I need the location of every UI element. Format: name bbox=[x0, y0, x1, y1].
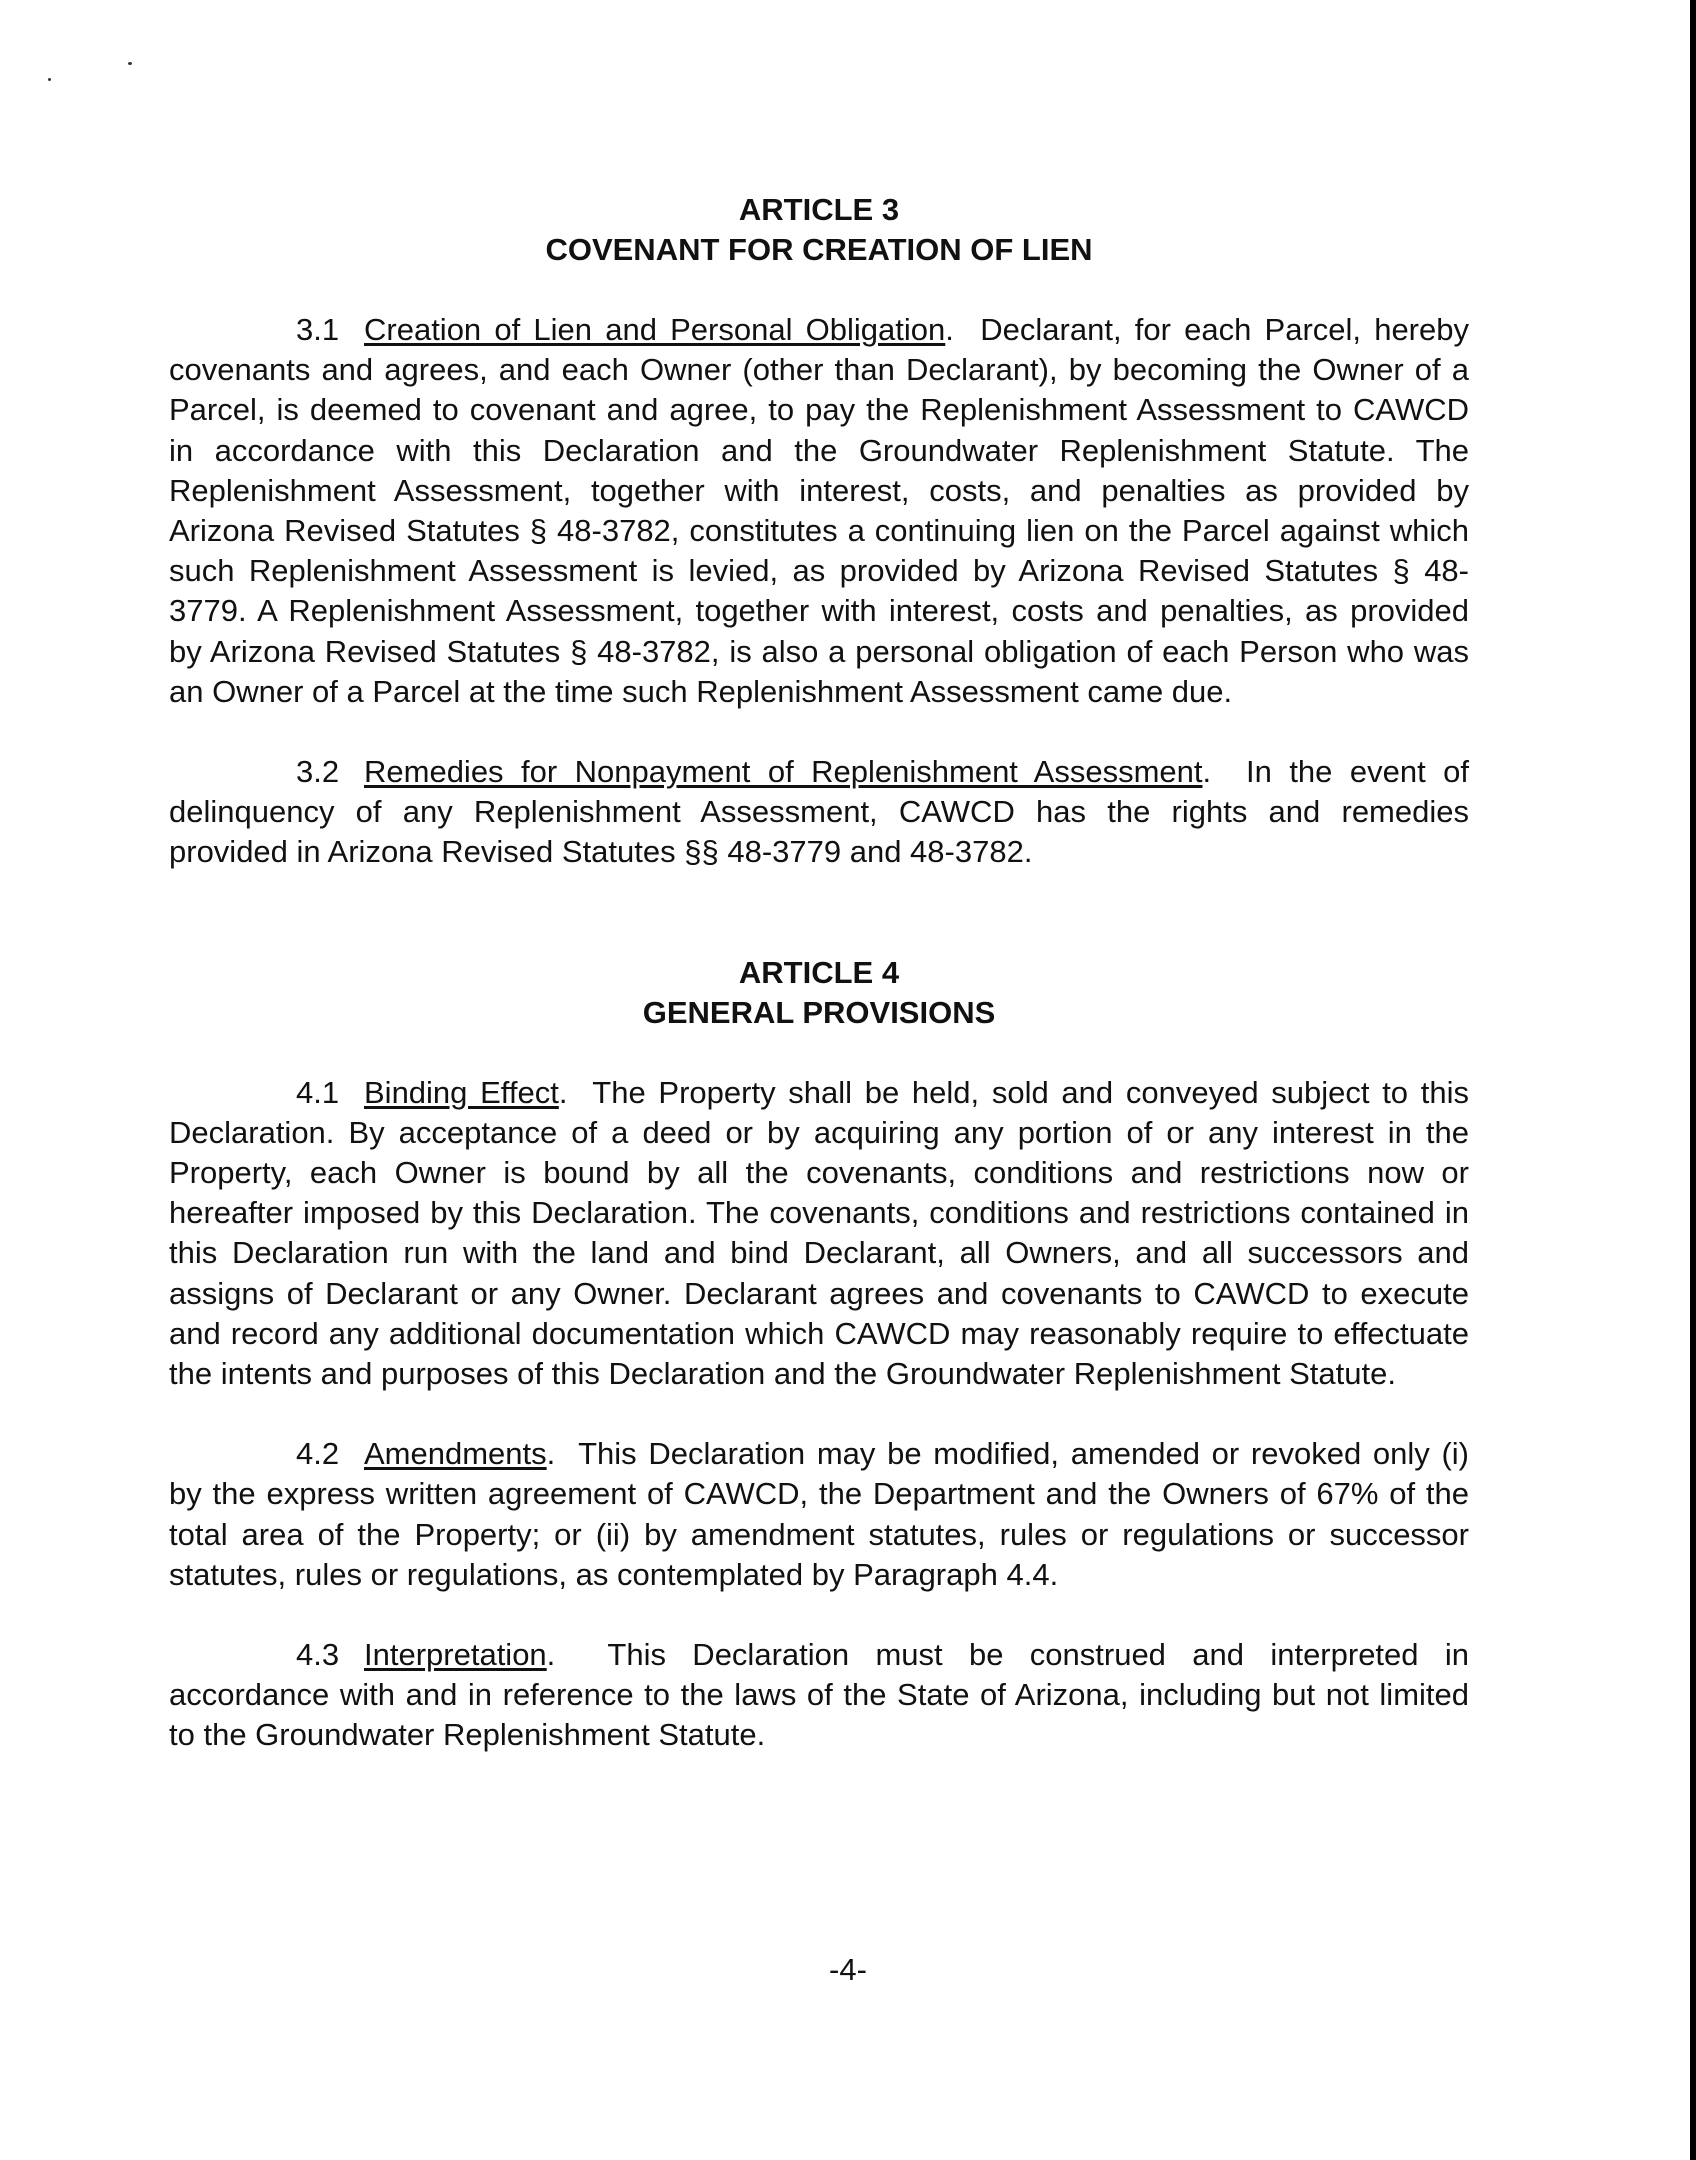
section-number: 4.2 bbox=[296, 1436, 340, 1472]
article-title: ARTICLE 4 bbox=[738, 954, 900, 990]
section-4-3: 4.3 Interpretation. This Declaration must be construed and interpreted in accordance with and in reference to the laws of the State of Arizona, including but not limited to the Groundwater Replenishment Statute. bbox=[169, 1637, 1469, 1753]
section-body: This Declaration must be construed and interpreted in accordance with and in reference to the laws of the State of Arizona, including but not limited to the Groundwater Replenishment Statute. bbox=[169, 1637, 1469, 1753]
section-title: Binding Effect bbox=[364, 1074, 559, 1110]
section-number: 3.2 bbox=[296, 754, 340, 790]
section-3-2: 3.2 Remedies for Nonpayment of Replenishment Assessment. In the event of delinquency of any Replenishment Assessment, CAWCD has the rights and remedies provided in Arizona Revised Statutes §§ 48-3779 and 48-3782. bbox=[169, 754, 1469, 870]
scan-edge-border bbox=[1690, 0, 1696, 2160]
section-4-2: 4.2 Amendments. This Declaration may be modified, amended or revoked only (i) by the express written agreement of CAWCD, the Department and the Owners of 67% of the total area of the Property; or (ii) by amendment statutes, rules or regulations or successor statutes, rules or regulations, as contemplated by Paragraph 4.4. bbox=[169, 1436, 1470, 1592]
page-number: -4- bbox=[829, 1952, 867, 1987]
section-title: Interpretation bbox=[364, 1637, 547, 1673]
scan-speck bbox=[48, 78, 51, 81]
section-3-1: 3.1 Creation of Lien and Personal Obligation. Declarant, for each Parcel, hereby covenants and agrees, and each Owner (other than Declarant), by becoming the Owner of a Parcel, is deemed to covenant and agree, to pay the Replenishment Assessment to CAWCD in accordance with this Declaration and the Groundwater Replenishment Statute. The Replenishment Assessment, together with interest, costs, and penalties as provided by Arizona Revised Statutes § 48-3782, constitutes a continuing lien on the Parcel against which such Replenishment Assessment is levied, as provided by Arizona Revised Statutes § 48-3779. A Replenishment Assessment, together with interest, costs and penalties, as provided by Arizona Revised Statutes § 48-3782, is also a personal obligation of each Person who was an Owner of a Parcel at the time such Replenishment Assessment came due. bbox=[169, 312, 1469, 709]
section-number: 4.1 bbox=[296, 1074, 340, 1110]
section-body: This Declaration may be modified, amended or revoked only (i) by the express written agreement of CAWCD, the Department and the Owners of 67% of the total area of the Property; or (ii) by amendment statutes, rules or regulations or successor statutes, rules or regulations, as contemplated by Paragraph 4.4. bbox=[169, 1436, 1470, 1592]
article-4-heading bbox=[169, 953, 1469, 1033]
section-body: In the event of delinquency of any Replenishment Assessment, CAWCD has the rights and remedies provided in Arizona Revised Statutes §§ 48-3779 and 48-3782. bbox=[169, 754, 1469, 870]
section-title: Creation of Lien and Personal Obligation bbox=[364, 312, 946, 347]
section-body: The Property shall be held, sold and conveyed subject to this Declaration. By acceptance of a deed or by acquiring any portion of or any interest in the Property, each Owner is bound by all the covenants, conditions and restrictions now or hereafter imposed by this Declaration. The covenants, conditions and restrictions contained in this Declaration run with the land and bind Declarant, all Owners, and all successors and assigns of Declarant or any Owner. Declarant agrees and covenants to CAWCD to execute and record any additional documentation which CAWCD may reasonably require to effectuate the intents and purposes of this Declaration and the Groundwater Replenishment Statute. bbox=[169, 1074, 1469, 1392]
section-number: 4.3 bbox=[296, 1637, 340, 1673]
section-number: 3.1 bbox=[296, 312, 340, 347]
scan-speck bbox=[128, 62, 132, 65]
article-3-heading bbox=[169, 190, 1469, 270]
article-title: ARTICLE 3 bbox=[738, 192, 900, 227]
document-body bbox=[169, 190, 1469, 1756]
article-subtitle: COVENANT FOR CREATION OF LIEN bbox=[545, 232, 1093, 267]
article-subtitle: GENERAL PROVISIONS bbox=[642, 994, 996, 1030]
section-body: Declarant, for each Parcel, hereby covenants and agrees, and each Owner (other than Declarant), by becoming the Owner of a Parcel, is deemed to covenant and agree, to pay the Replenishment Assessment to CAWCD in accordance with this Declaration and the Groundwater Replenishment Statute. The Replenishment Assessment, together with interest, costs, and penalties as provided by Arizona Revised Statutes § 48-3782, constitutes a continuing lien on the Parcel against which such Replenishment Assessment is levied, as provided by Arizona Revised Statutes § 48-3779. A Replenishment Assessment, together with interest, costs and penalties, as provided by Arizona Revised Statutes § 48-3782, is also a personal obligation of each Person who was an Owner of a Parcel at the time such Replenishment Assessment came due. bbox=[169, 312, 1469, 709]
section-4-1: 4.1 Binding Effect. The Property shall be held, sold and conveyed subject to this Declaration. By acceptance of a deed or by acquiring any portion of or any interest in the Property, each Owner is bound by all the covenants, conditions and restrictions now or hereafter imposed by this Declaration. The covenants, conditions and restrictions contained in this Declaration run with the land and bind Declarant, all Owners, and all successors and assigns of Declarant or any Owner. Declarant agrees and covenants to CAWCD to execute and record any additional documentation which CAWCD may reasonably require to effectuate the intents and purposes of this Declaration and the Groundwater Replenishment Statute. bbox=[169, 1074, 1469, 1392]
section-title: Amendments bbox=[364, 1436, 547, 1472]
section-title: Remedies for Nonpayment of Replenishment Assessment bbox=[364, 754, 1203, 790]
